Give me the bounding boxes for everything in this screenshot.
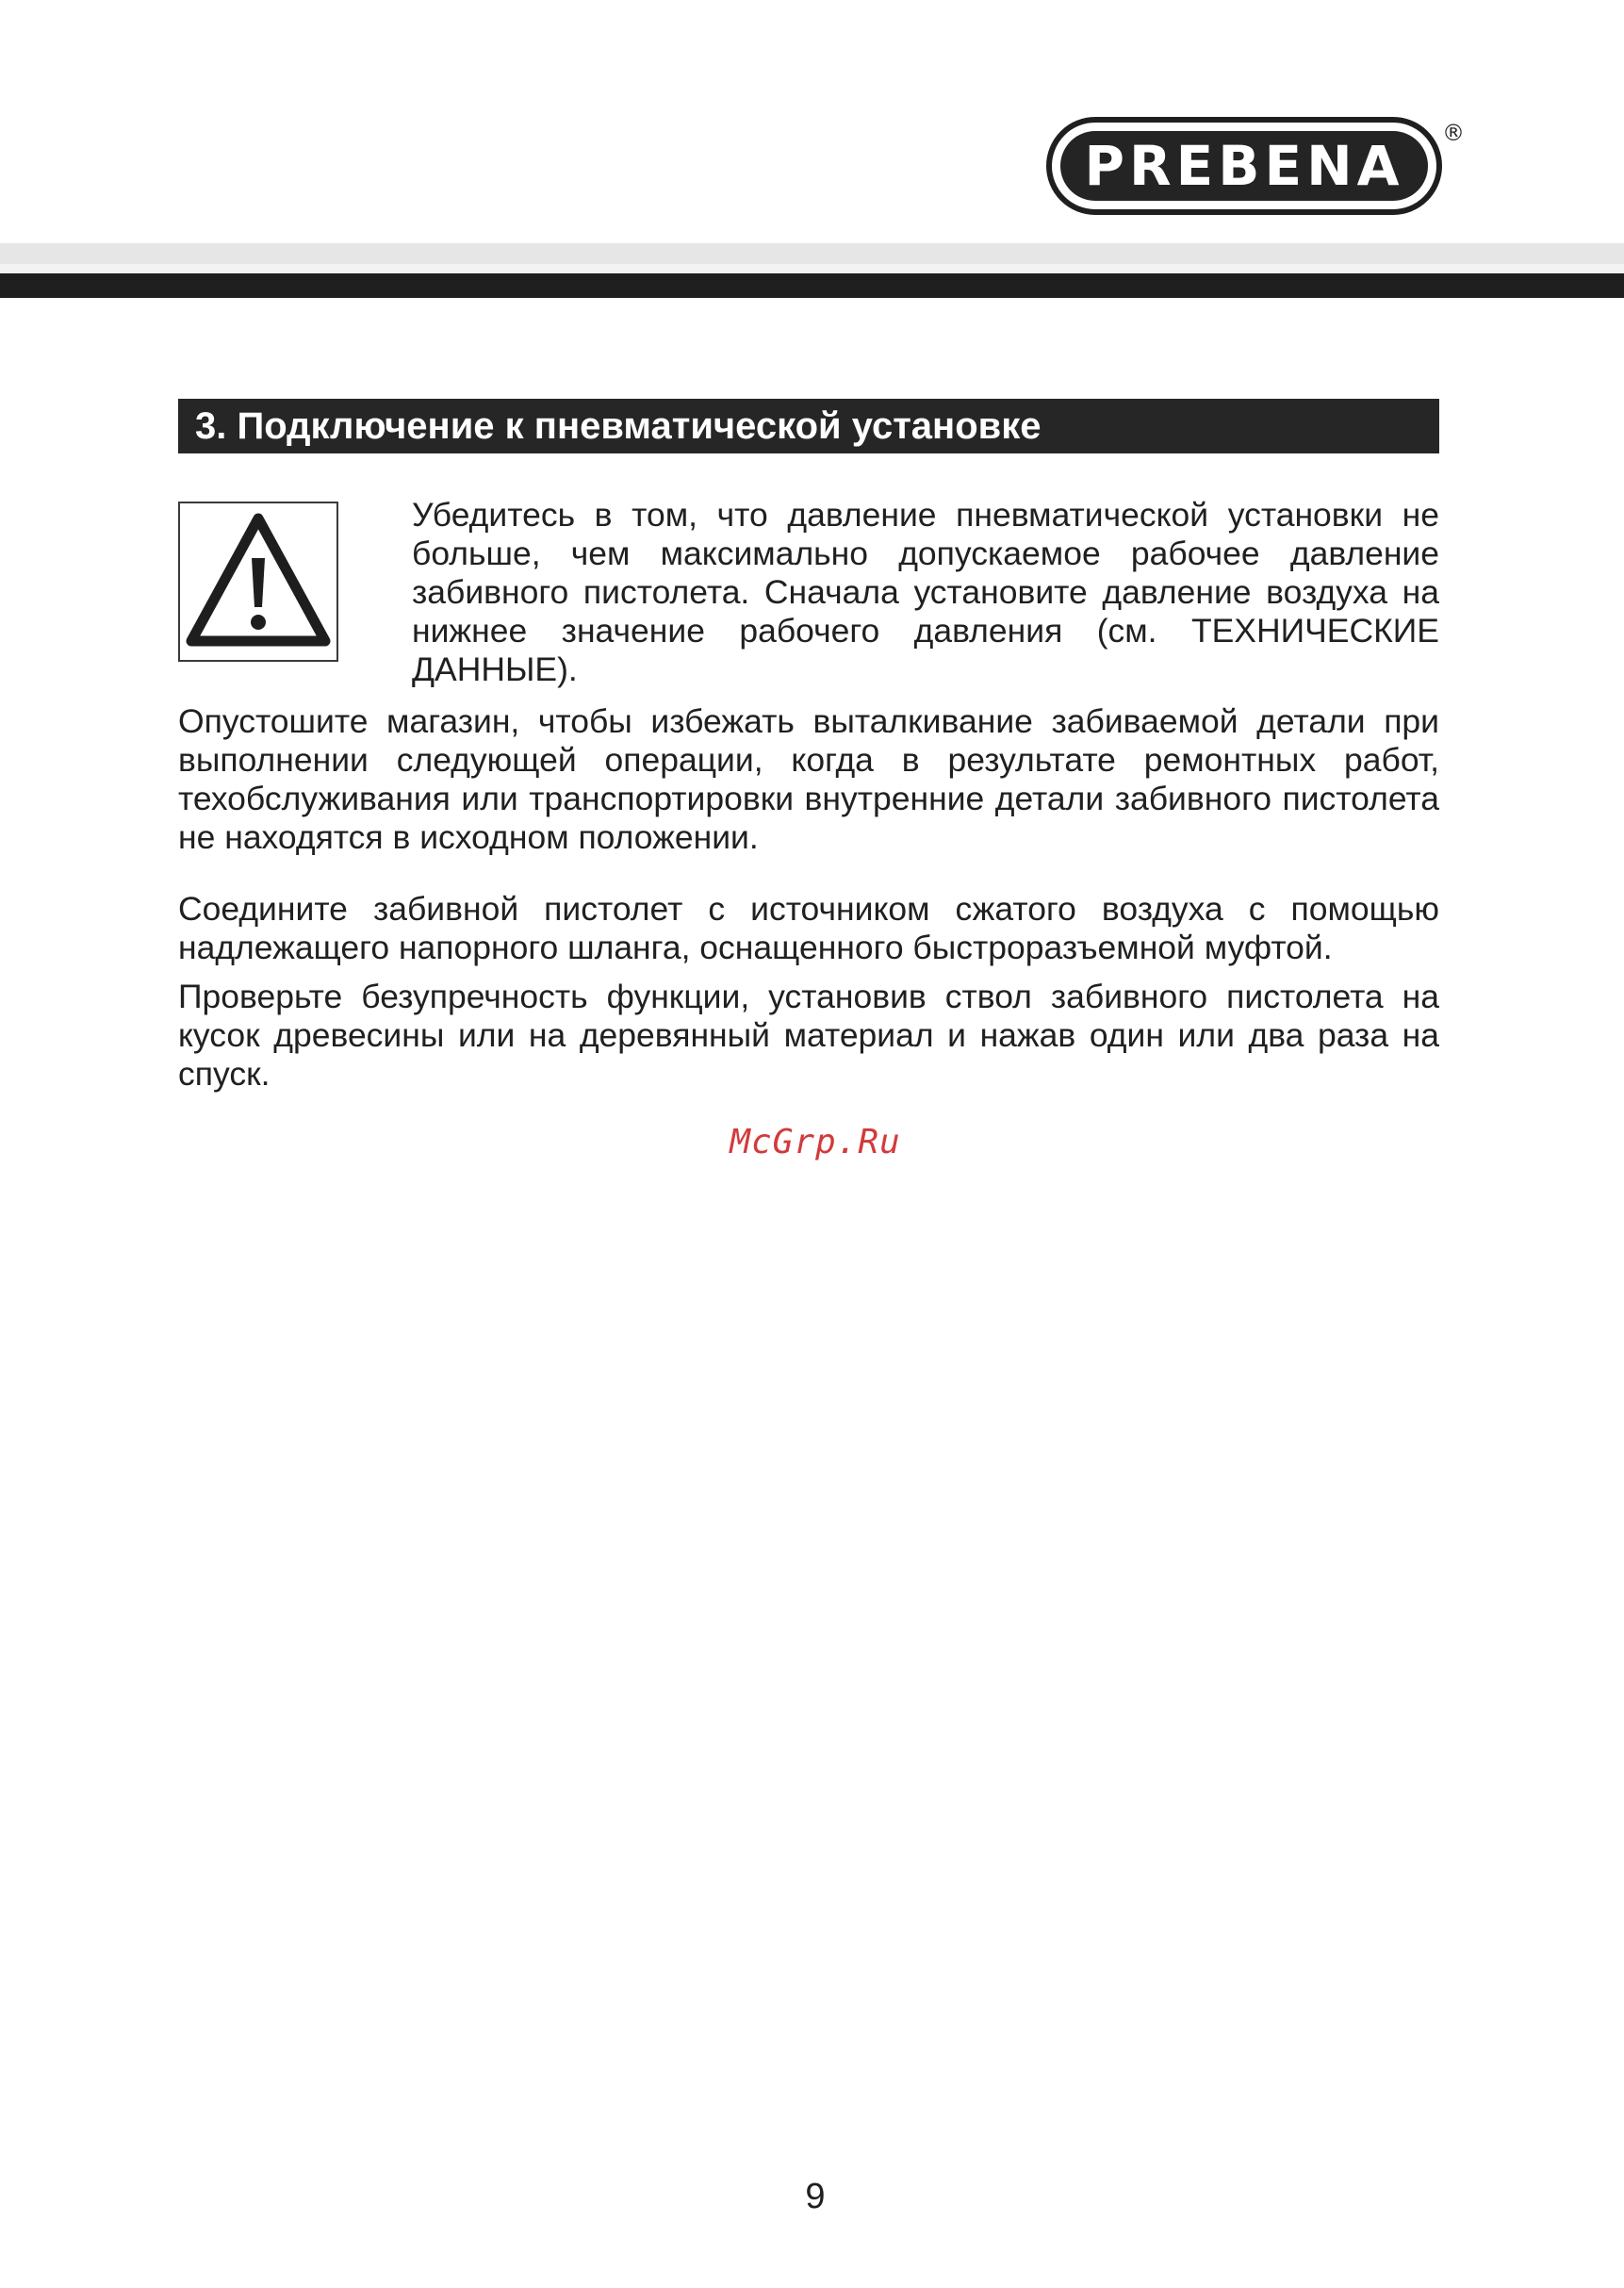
paragraph-check-function: Проверьте безупречность функции, установив ствол забивного пистолета на кусок древесины или на деревянный материал и нажав один или два раза на спуск. — [178, 978, 1439, 1093]
paragraph-connect-air: Соедините забивной пистолет с источником сжатого воздуха с помощью надлежащего напорного шланга, оснащенного быстроразъемной муфтой. — [178, 890, 1439, 966]
header-bar-dark — [0, 273, 1624, 298]
header-bar-mid — [0, 264, 1624, 273]
brand-name: PREBENA — [1060, 131, 1428, 201]
registered-mark: ® — [1442, 120, 1465, 146]
section-heading: 3. Подключение к пневматической установке — [178, 399, 1439, 453]
brand-logo-badge — [1046, 117, 1442, 215]
page-number: 9 — [805, 2177, 826, 2216]
warning-text: Убедитесь в том, что давление пневматической установки не больше, чем максимально допускаемое рабочее давление забивного пистолета. Сначала установите давление воздуха на нижнее значение рабочего давления (см. ТЕХНИЧЕСКИЕ ДАННЫЕ). — [412, 496, 1439, 688]
watermark-link[interactable]: McGrp.Ru — [730, 1123, 901, 1161]
paragraph-empty-magazine: Опустошите магазин, чтобы избежать выталкивание забиваемой детали при выполнении следующей операции, когда в результате ремонтных работ, техобслуживания или транспортировки внутренние детали забивного пистолета не находятся в исходном положении. — [178, 702, 1439, 856]
warning-triangle-icon — [180, 503, 336, 660]
brand-logo — [1046, 117, 1467, 219]
warning-box — [178, 502, 338, 662]
header-bar-light — [0, 243, 1624, 264]
